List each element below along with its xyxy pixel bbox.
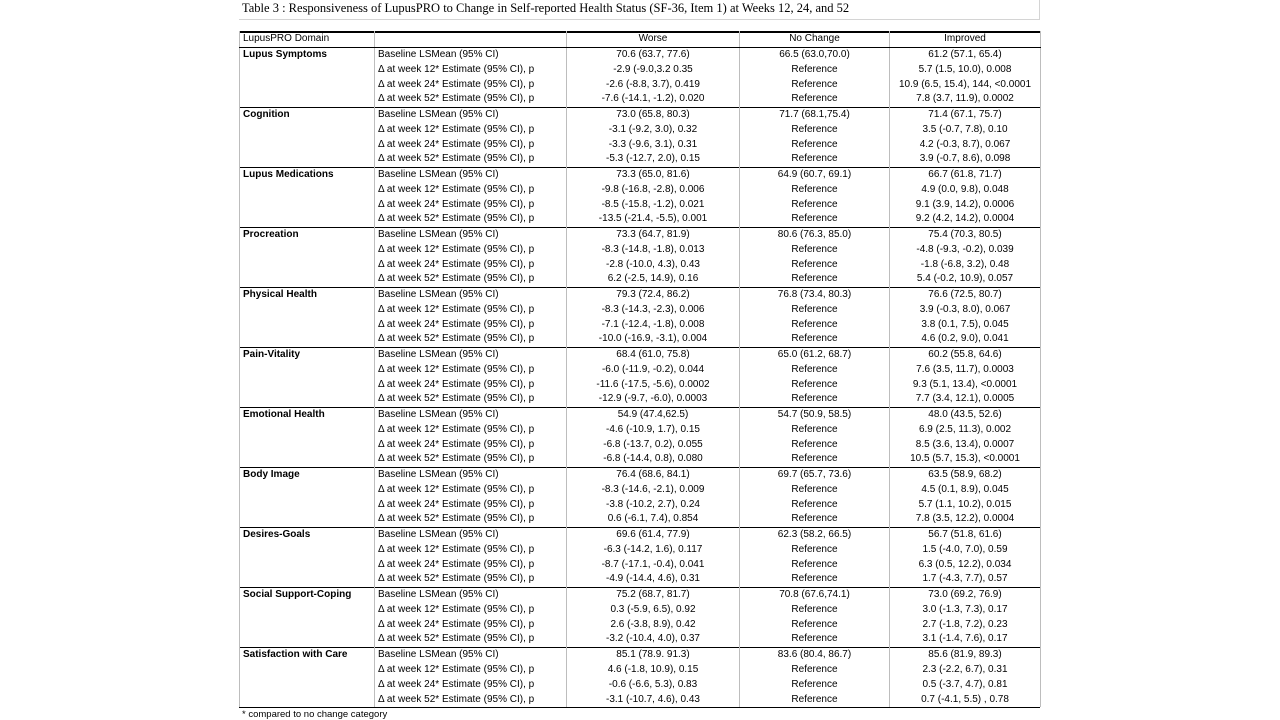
domain-cell: Lupus Symptoms — [240, 47, 375, 62]
table-row — [240, 662, 1041, 677]
no-change-cell: 70.8 (67.6,74.1) — [740, 587, 890, 602]
worse-cell: -6.8 (-13.7, 0.2), 0.055 — [567, 437, 740, 452]
domain-cell — [240, 662, 375, 677]
measure-cell: Baseline LSMean (95% CI) — [375, 167, 567, 182]
domain-cell — [240, 122, 375, 137]
improved-cell: 7.7 (3.4, 12.1), 0.0005 — [890, 392, 1041, 407]
domain-cell — [240, 392, 375, 407]
measure-cell: Δ at week 24* Estimate (95% CI), p — [375, 497, 567, 512]
measure-cell: Δ at week 24* Estimate (95% CI), p — [375, 257, 567, 272]
improved-cell: 9.1 (3.9, 14.2), 0.0006 — [890, 197, 1041, 212]
worse-cell: -12.9 (-9.7, -6.0), 0.0003 — [567, 392, 740, 407]
worse-cell: -3.1 (-10.7, 4.6), 0.43 — [567, 692, 740, 707]
improved-cell: 66.7 (61.8, 71.7) — [890, 167, 1041, 182]
no-change-cell: 66.5 (63.0,70.0) — [740, 47, 890, 62]
domain-cell — [240, 317, 375, 332]
worse-cell: 54.9 (47.4,62.5) — [567, 407, 740, 422]
improved-cell: 3.1 (-1.4, 7.6), 0.17 — [890, 632, 1041, 647]
measure-cell: Δ at week 12* Estimate (95% CI), p — [375, 182, 567, 197]
table-row — [240, 92, 1041, 107]
table-row — [240, 347, 1041, 362]
worse-cell: 73.3 (65.0, 81.6) — [567, 167, 740, 182]
measure-cell: Δ at week 24* Estimate (95% CI), p — [375, 677, 567, 692]
no-change-cell: Reference — [740, 392, 890, 407]
table-row — [240, 602, 1041, 617]
measure-cell: Δ at week 52* Estimate (95% CI), p — [375, 272, 567, 287]
worse-cell: -3.8 (-10.2, 2.7), 0.24 — [567, 497, 740, 512]
title-row — [239, 0, 1040, 20]
measure-cell: Baseline LSMean (95% CI) — [375, 467, 567, 482]
table-row — [240, 497, 1041, 512]
worse-cell: -11.6 (-17.5, -5.6), 0.0002 — [567, 377, 740, 392]
domain-cell — [240, 332, 375, 347]
worse-cell: 4.6 (-1.8, 10.9), 0.15 — [567, 662, 740, 677]
domain-cell — [240, 482, 375, 497]
no-change-cell: Reference — [740, 482, 890, 497]
table-row — [240, 677, 1041, 692]
domain-cell — [240, 542, 375, 557]
spreadsheet-sheet — [239, 0, 1040, 720]
table-title: Table 3 : Responsiveness of LupusPRO to Change in Self-reported Health Status (SF-36, Item 1) at Weeks 12, 24, and 52 — [242, 1, 850, 15]
worse-cell: 2.6 (-3.8, 8.9), 0.42 — [567, 617, 740, 632]
header-domain: LupusPRO Domain — [240, 31, 375, 47]
measure-cell: Δ at week 52* Estimate (95% CI), p — [375, 692, 567, 707]
no-change-cell: 54.7 (50.9, 58.5) — [740, 407, 890, 422]
measure-cell: Δ at week 52* Estimate (95% CI), p — [375, 512, 567, 527]
improved-cell: 3.9 (-0.7, 8.6), 0.098 — [890, 152, 1041, 167]
no-change-cell: Reference — [740, 332, 890, 347]
worse-cell: -5.3 (-12.7, 2.0), 0.15 — [567, 152, 740, 167]
worse-cell: 85.1 (78.9. 91.3) — [567, 647, 740, 662]
improved-cell: 4.5 (0.1, 8.9), 0.045 — [890, 482, 1041, 497]
improved-cell: 7.8 (3.5, 12.2), 0.0004 — [890, 512, 1041, 527]
improved-cell: 48.0 (43.5, 52.6) — [890, 407, 1041, 422]
worse-cell: -3.3 (-9.6, 3.1), 0.31 — [567, 137, 740, 152]
table-row — [240, 212, 1041, 227]
table-row — [240, 467, 1041, 482]
table-row — [240, 617, 1041, 632]
table-row — [240, 302, 1041, 317]
worse-cell: 68.4 (61.0, 75.8) — [567, 347, 740, 362]
worse-cell: 75.2 (68.7, 81.7) — [567, 587, 740, 602]
measure-cell: Δ at week 24* Estimate (95% CI), p — [375, 137, 567, 152]
measure-cell: Δ at week 52* Estimate (95% CI), p — [375, 212, 567, 227]
measure-cell: Δ at week 52* Estimate (95% CI), p — [375, 392, 567, 407]
improved-cell: 4.2 (-0.3, 8.7), 0.067 — [890, 137, 1041, 152]
worse-cell: -7.6 (-14.1, -1.2), 0.020 — [567, 92, 740, 107]
worse-cell: -6.3 (-14.2, 1.6), 0.117 — [567, 542, 740, 557]
domain-cell — [240, 452, 375, 467]
worse-cell: -2.8 (-10.0, 4.3), 0.43 — [567, 257, 740, 272]
no-change-cell: 71.7 (68.1,75.4) — [740, 107, 890, 122]
table-row — [240, 437, 1041, 452]
no-change-cell: Reference — [740, 137, 890, 152]
domain-cell: Physical Health — [240, 287, 375, 302]
table-row — [240, 632, 1041, 647]
domain-cell — [240, 272, 375, 287]
table-row — [240, 77, 1041, 92]
measure-cell: Δ at week 12* Estimate (95% CI), p — [375, 62, 567, 77]
domain-cell — [240, 677, 375, 692]
table-row — [240, 107, 1041, 122]
measure-cell: Δ at week 12* Estimate (95% CI), p — [375, 422, 567, 437]
improved-cell: 5.7 (1.1, 10.2), 0.015 — [890, 497, 1041, 512]
improved-cell: -1.8 (-6.8, 3.2), 0.48 — [890, 257, 1041, 272]
domain-cell: Cognition — [240, 107, 375, 122]
no-change-cell: Reference — [740, 692, 890, 707]
no-change-cell: 83.6 (80.4, 86.7) — [740, 647, 890, 662]
table-row — [240, 422, 1041, 437]
domain-cell — [240, 302, 375, 317]
improved-cell: 9.2 (4.2, 14.2), 0.0004 — [890, 212, 1041, 227]
table-row — [240, 362, 1041, 377]
improved-cell: 3.5 (-0.7, 7.8), 0.10 — [890, 122, 1041, 137]
no-change-cell: Reference — [740, 122, 890, 137]
worse-cell: 69.6 (61.4, 77.9) — [567, 527, 740, 542]
worse-cell: -13.5 (-21.4, -5.5), 0.001 — [567, 212, 740, 227]
worse-cell: 79.3 (72.4, 86.2) — [567, 287, 740, 302]
no-change-cell: Reference — [740, 662, 890, 677]
improved-cell: 75.4 (70.3, 80.5) — [890, 227, 1041, 242]
improved-cell: 0.5 (-3.7, 4.7), 0.81 — [890, 677, 1041, 692]
improved-cell: 63.5 (58.9, 68.2) — [890, 467, 1041, 482]
improved-cell: 10.5 (5.7, 15.3), <0.0001 — [890, 452, 1041, 467]
no-change-cell: Reference — [740, 257, 890, 272]
worse-cell: 6.2 (-2.5, 14.9), 0.16 — [567, 272, 740, 287]
domain-cell — [240, 692, 375, 707]
table-row — [240, 587, 1041, 602]
improved-cell: 5.7 (1.5, 10.0), 0.008 — [890, 62, 1041, 77]
measure-cell: Baseline LSMean (95% CI) — [375, 647, 567, 662]
responsiveness-table — [239, 31, 1041, 707]
domain-cell — [240, 362, 375, 377]
domain-cell — [240, 92, 375, 107]
worse-cell: -3.1 (-9.2, 3.0), 0.32 — [567, 122, 740, 137]
improved-cell: -4.8 (-9.3, -0.2), 0.039 — [890, 242, 1041, 257]
table-row — [240, 512, 1041, 527]
table-row — [240, 572, 1041, 587]
header-no-change: No Change — [740, 31, 890, 47]
domain-cell — [240, 377, 375, 392]
table-body — [240, 31, 1041, 707]
worse-cell: 73.3 (64.7, 81.9) — [567, 227, 740, 242]
table-row — [240, 257, 1041, 272]
improved-cell: 76.6 (72.5, 80.7) — [890, 287, 1041, 302]
footnote: * compared to no change category — [242, 709, 388, 720]
header-improved: Improved — [890, 31, 1041, 47]
worse-cell: -8.7 (-17.1, -0.4), 0.041 — [567, 557, 740, 572]
no-change-cell: Reference — [740, 272, 890, 287]
domain-cell: Social Support-Coping — [240, 587, 375, 602]
worse-cell: -6.8 (-14.4, 0.8), 0.080 — [567, 452, 740, 467]
improved-cell: 4.9 (0.0, 9.8), 0.048 — [890, 182, 1041, 197]
worse-cell: 73.0 (65.8, 80.3) — [567, 107, 740, 122]
worse-cell: -8.3 (-14.3, -2.3), 0.006 — [567, 302, 740, 317]
measure-cell: Δ at week 12* Estimate (95% CI), p — [375, 542, 567, 557]
no-change-cell: Reference — [740, 152, 890, 167]
measure-cell: Baseline LSMean (95% CI) — [375, 347, 567, 362]
measure-cell: Δ at week 12* Estimate (95% CI), p — [375, 362, 567, 377]
no-change-cell: Reference — [740, 317, 890, 332]
improved-cell: 3.9 (-0.3, 8.0), 0.067 — [890, 302, 1041, 317]
worse-cell: -4.9 (-14.4, 4.6), 0.31 — [567, 572, 740, 587]
improved-cell: 5.4 (-0.2, 10.9), 0.057 — [890, 272, 1041, 287]
measure-cell: Δ at week 52* Estimate (95% CI), p — [375, 332, 567, 347]
improved-cell: 85.6 (81.9, 89.3) — [890, 647, 1041, 662]
table-row — [240, 407, 1041, 422]
domain-cell — [240, 557, 375, 572]
improved-cell: 4.6 (0.2, 9.0), 0.041 — [890, 332, 1041, 347]
table-row — [240, 542, 1041, 557]
worse-cell: -8.5 (-15.8, -1.2), 0.021 — [567, 197, 740, 212]
domain-cell — [240, 152, 375, 167]
measure-cell: Δ at week 24* Estimate (95% CI), p — [375, 197, 567, 212]
measure-cell: Δ at week 12* Estimate (95% CI), p — [375, 662, 567, 677]
measure-cell: Δ at week 12* Estimate (95% CI), p — [375, 482, 567, 497]
no-change-cell: Reference — [740, 62, 890, 77]
header-worse: Worse — [567, 31, 740, 47]
domain-cell — [240, 137, 375, 152]
domain-cell — [240, 257, 375, 272]
no-change-cell: Reference — [740, 542, 890, 557]
domain-cell — [240, 572, 375, 587]
no-change-cell: Reference — [740, 497, 890, 512]
domain-cell — [240, 512, 375, 527]
table-row — [240, 197, 1041, 212]
improved-cell: 7.6 (3.5, 11.7), 0.0003 — [890, 362, 1041, 377]
no-change-cell: Reference — [740, 77, 890, 92]
improved-cell: 61.2 (57.1, 65.4) — [890, 47, 1041, 62]
no-change-cell: 65.0 (61.2, 68.7) — [740, 347, 890, 362]
no-change-cell: Reference — [740, 437, 890, 452]
measure-cell: Δ at week 12* Estimate (95% CI), p — [375, 602, 567, 617]
measure-cell: Δ at week 52* Estimate (95% CI), p — [375, 452, 567, 467]
domain-cell — [240, 77, 375, 92]
table-row — [240, 47, 1041, 62]
table-row — [240, 317, 1041, 332]
domain-cell — [240, 422, 375, 437]
worse-cell: 76.4 (68.6, 84.1) — [567, 467, 740, 482]
no-change-cell: Reference — [740, 632, 890, 647]
worse-cell: 0.6 (-6.1, 7.4), 0.854 — [567, 512, 740, 527]
no-change-cell: Reference — [740, 302, 890, 317]
no-change-cell: Reference — [740, 512, 890, 527]
measure-cell: Δ at week 52* Estimate (95% CI), p — [375, 572, 567, 587]
no-change-cell: Reference — [740, 197, 890, 212]
domain-cell — [240, 182, 375, 197]
improved-cell: 71.4 (67.1, 75.7) — [890, 107, 1041, 122]
measure-cell: Δ at week 24* Estimate (95% CI), p — [375, 437, 567, 452]
domain-cell — [240, 212, 375, 227]
header-measure — [375, 31, 567, 47]
improved-cell: 60.2 (55.8, 64.6) — [890, 347, 1041, 362]
worse-cell: -8.3 (-14.6, -2.1), 0.009 — [567, 482, 740, 497]
domain-cell: Emotional Health — [240, 407, 375, 422]
improved-cell: 1.5 (-4.0, 7.0), 0.59 — [890, 542, 1041, 557]
improved-cell: 2.7 (-1.8, 7.2), 0.23 — [890, 617, 1041, 632]
worse-cell: -3.2 (-10.4, 4.0), 0.37 — [567, 632, 740, 647]
improved-cell: 73.0 (69.2, 76.9) — [890, 587, 1041, 602]
header-row — [240, 31, 1041, 47]
measure-cell: Δ at week 52* Estimate (95% CI), p — [375, 632, 567, 647]
measure-cell: Baseline LSMean (95% CI) — [375, 227, 567, 242]
domain-cell — [240, 197, 375, 212]
table-row — [240, 137, 1041, 152]
domain-cell: Lupus Medications — [240, 167, 375, 182]
table-row — [240, 392, 1041, 407]
no-change-cell: Reference — [740, 242, 890, 257]
improved-cell: 7.8 (3.7, 11.9), 0.0002 — [890, 92, 1041, 107]
table-row — [240, 557, 1041, 572]
table-bottom-rule — [239, 707, 1040, 708]
improved-cell: 3.8 (0.1, 7.5), 0.045 — [890, 317, 1041, 332]
no-change-cell: Reference — [740, 212, 890, 227]
worse-cell: -9.8 (-16.8, -2.8), 0.006 — [567, 182, 740, 197]
domain-cell — [240, 602, 375, 617]
domain-cell: Body Image — [240, 467, 375, 482]
measure-cell: Δ at week 24* Estimate (95% CI), p — [375, 617, 567, 632]
table-row — [240, 527, 1041, 542]
worse-cell: -4.6 (-10.9, 1.7), 0.15 — [567, 422, 740, 437]
measure-cell: Δ at week 52* Estimate (95% CI), p — [375, 152, 567, 167]
domain-cell — [240, 437, 375, 452]
table-row — [240, 692, 1041, 707]
table-row — [240, 227, 1041, 242]
measure-cell: Δ at week 12* Estimate (95% CI), p — [375, 122, 567, 137]
no-change-cell: Reference — [740, 362, 890, 377]
worse-cell: 0.3 (-5.9, 6.5), 0.92 — [567, 602, 740, 617]
improved-cell: 1.7 (-4.3, 7.7), 0.57 — [890, 572, 1041, 587]
measure-cell: Δ at week 52* Estimate (95% CI), p — [375, 92, 567, 107]
measure-cell: Δ at week 12* Estimate (95% CI), p — [375, 302, 567, 317]
no-change-cell: Reference — [740, 677, 890, 692]
measure-cell: Baseline LSMean (95% CI) — [375, 407, 567, 422]
worse-cell: -7.1 (-12.4, -1.8), 0.008 — [567, 317, 740, 332]
measure-cell: Baseline LSMean (95% CI) — [375, 107, 567, 122]
improved-cell: 0.7 (-4.1, 5.5) , 0.78 — [890, 692, 1041, 707]
no-change-cell: Reference — [740, 557, 890, 572]
no-change-cell: 64.9 (60.7, 69.1) — [740, 167, 890, 182]
domain-cell — [240, 632, 375, 647]
domain-cell: Satisfaction with Care — [240, 647, 375, 662]
table-row — [240, 482, 1041, 497]
improved-cell: 2.3 (-2.2, 6.7), 0.31 — [890, 662, 1041, 677]
measure-cell: Baseline LSMean (95% CI) — [375, 527, 567, 542]
measure-cell: Δ at week 24* Estimate (95% CI), p — [375, 317, 567, 332]
table-row — [240, 242, 1041, 257]
no-change-cell: Reference — [740, 422, 890, 437]
table-row — [240, 182, 1041, 197]
measure-cell: Δ at week 24* Estimate (95% CI), p — [375, 557, 567, 572]
table-row — [240, 167, 1041, 182]
no-change-cell: Reference — [740, 182, 890, 197]
improved-cell: 10.9 (6.5, 15.4), 144, <0.0001 — [890, 77, 1041, 92]
table-row — [240, 62, 1041, 77]
domain-cell — [240, 62, 375, 77]
worse-cell: -10.0 (-16.9, -3.1), 0.004 — [567, 332, 740, 347]
improved-cell: 6.3 (0.5, 12.2), 0.034 — [890, 557, 1041, 572]
improved-cell: 56.7 (51.8, 61.6) — [890, 527, 1041, 542]
measure-cell: Baseline LSMean (95% CI) — [375, 587, 567, 602]
table-row — [240, 122, 1041, 137]
table-row — [240, 152, 1041, 167]
worse-cell: 70.6 (63.7, 77.6) — [567, 47, 740, 62]
worse-cell: -8.3 (-14.8, -1.8), 0.013 — [567, 242, 740, 257]
no-change-cell: 80.6 (76.3, 85.0) — [740, 227, 890, 242]
worse-cell: -2.9 (-9.0,3.2 0.35 — [567, 62, 740, 77]
domain-cell: Pain-Vitality — [240, 347, 375, 362]
table-row — [240, 332, 1041, 347]
domain-cell — [240, 242, 375, 257]
no-change-cell: Reference — [740, 572, 890, 587]
no-change-cell: 76.8 (73.4, 80.3) — [740, 287, 890, 302]
measure-cell: Δ at week 24* Estimate (95% CI), p — [375, 77, 567, 92]
no-change-cell: 69.7 (65.7, 73.6) — [740, 467, 890, 482]
measure-cell: Baseline LSMean (95% CI) — [375, 47, 567, 62]
improved-cell: 3.0 (-1.3, 7.3), 0.17 — [890, 602, 1041, 617]
no-change-cell: 62.3 (58.2, 66.5) — [740, 527, 890, 542]
measure-cell: Δ at week 24* Estimate (95% CI), p — [375, 377, 567, 392]
domain-cell: Desires-Goals — [240, 527, 375, 542]
improved-cell: 8.5 (3.6, 13.4), 0.0007 — [890, 437, 1041, 452]
measure-cell: Baseline LSMean (95% CI) — [375, 287, 567, 302]
table-row — [240, 377, 1041, 392]
table-row — [240, 272, 1041, 287]
table-row — [240, 287, 1041, 302]
no-change-cell: Reference — [740, 92, 890, 107]
domain-cell: Procreation — [240, 227, 375, 242]
worse-cell: -2.6 (-8.8, 3.7), 0.419 — [567, 77, 740, 92]
no-change-cell: Reference — [740, 617, 890, 632]
improved-cell: 6.9 (2.5, 11.3), 0.002 — [890, 422, 1041, 437]
domain-cell — [240, 617, 375, 632]
worse-cell: -0.6 (-6.6, 5.3), 0.83 — [567, 677, 740, 692]
improved-cell: 9.3 (5.1, 13.4), <0.0001 — [890, 377, 1041, 392]
no-change-cell: Reference — [740, 452, 890, 467]
domain-cell — [240, 497, 375, 512]
table-row — [240, 647, 1041, 662]
table-row — [240, 452, 1041, 467]
worse-cell: -6.0 (-11.9, -0.2), 0.044 — [567, 362, 740, 377]
no-change-cell: Reference — [740, 602, 890, 617]
no-change-cell: Reference — [740, 377, 890, 392]
measure-cell: Δ at week 12* Estimate (95% CI), p — [375, 242, 567, 257]
